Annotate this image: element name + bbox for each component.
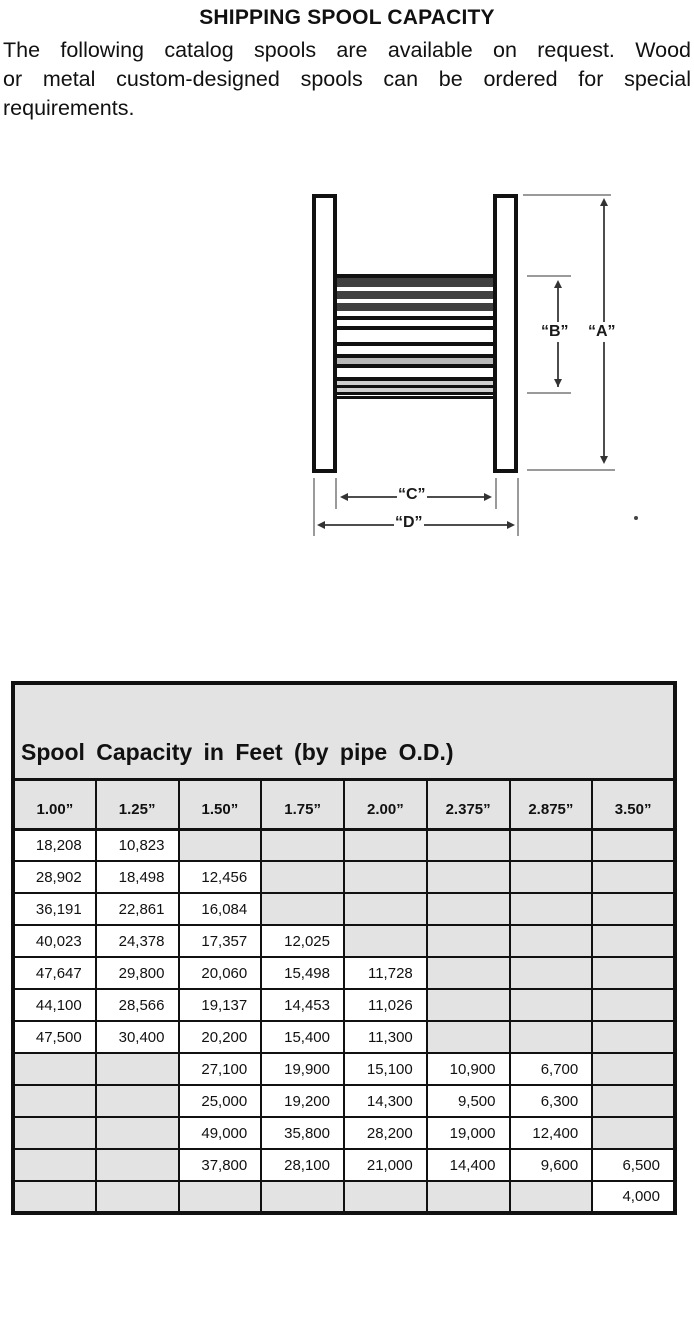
capacity-cell: 28,100 — [261, 1149, 344, 1181]
capacity-cell — [261, 1181, 344, 1213]
capacity-cell — [592, 1021, 675, 1053]
spool-coil — [337, 274, 493, 399]
table-row — [13, 1021, 675, 1053]
capacity-cell — [427, 893, 510, 925]
capacity-cell: 14,300 — [344, 1085, 427, 1117]
capacity-cell: 15,498 — [261, 957, 344, 989]
column-header: 1.75” — [261, 779, 344, 829]
capacity-cell — [427, 1181, 510, 1213]
capacity-cell — [261, 829, 344, 861]
capacity-cell: 17,357 — [179, 925, 262, 957]
capacity-cell — [510, 1021, 593, 1053]
table-title-row — [13, 683, 675, 779]
capacity-cell — [510, 1181, 593, 1213]
stray-dot — [634, 516, 638, 520]
capacity-cell: 19,137 — [179, 989, 262, 1021]
capacity-cell: 6,700 — [510, 1053, 593, 1085]
capacity-cell: 11,300 — [344, 1021, 427, 1053]
table-row — [13, 861, 675, 893]
capacity-cell: 19,900 — [261, 1053, 344, 1085]
capacity-cell: 28,902 — [13, 861, 96, 893]
dim-c-ext-right — [495, 478, 497, 509]
table-title: Spool Capacity in Feet (by pipe O.D.) — [13, 683, 675, 779]
intro-line: requirements. — [3, 96, 135, 120]
capacity-header-row — [13, 779, 675, 829]
capacity-cell — [510, 957, 593, 989]
dim-c-ext-left — [335, 478, 337, 509]
capacity-cell: 25,000 — [179, 1085, 262, 1117]
dim-d-ext-right — [517, 478, 519, 536]
capacity-cell — [13, 1149, 96, 1181]
dim-c-arrow-left-icon — [340, 493, 348, 501]
table-row — [13, 925, 675, 957]
capacity-cell — [592, 861, 675, 893]
capacity-cell: 9,600 — [510, 1149, 593, 1181]
dim-c-label: “C” — [398, 486, 426, 503]
dim-a-label: “A” — [588, 323, 616, 340]
capacity-cell — [592, 1085, 675, 1117]
dim-c-arrow-right-icon — [484, 493, 492, 501]
capacity-cell — [592, 1117, 675, 1149]
dim-a-arrow-up-icon — [600, 198, 608, 206]
page-title: SHIPPING SPOOL CAPACITY — [199, 6, 495, 29]
capacity-cell — [592, 893, 675, 925]
dim-d-ext-left — [313, 478, 315, 536]
column-header: 2.00” — [344, 779, 427, 829]
table-row — [13, 1053, 675, 1085]
capacity-cell — [510, 989, 593, 1021]
capacity-cell — [344, 925, 427, 957]
table-row — [13, 989, 675, 1021]
table-row — [13, 1117, 675, 1149]
table-row — [13, 1181, 675, 1213]
capacity-cell — [13, 1085, 96, 1117]
capacity-cell — [179, 829, 262, 861]
table-row — [13, 829, 675, 861]
capacity-cell: 10,900 — [427, 1053, 510, 1085]
capacity-cell — [510, 925, 593, 957]
capacity-cell — [510, 893, 593, 925]
column-header: 1.50” — [179, 779, 262, 829]
capacity-cell — [427, 829, 510, 861]
capacity-cell: 36,191 — [13, 893, 96, 925]
capacity-cell — [510, 861, 593, 893]
dim-d-arrow-left-icon — [317, 521, 325, 529]
capacity-cell — [13, 1117, 96, 1149]
capacity-cell: 4,000 — [592, 1181, 675, 1213]
capacity-cell: 49,000 — [179, 1117, 262, 1149]
capacity-cell: 11,728 — [344, 957, 427, 989]
capacity-cell — [344, 893, 427, 925]
dim-d-arrow-right-icon — [507, 521, 515, 529]
capacity-cell: 40,023 — [13, 925, 96, 957]
column-header: 1.00” — [13, 779, 96, 829]
capacity-cell — [261, 893, 344, 925]
spool-left-flange — [312, 194, 337, 473]
capacity-cell: 29,800 — [96, 957, 179, 989]
capacity-cell — [179, 1181, 262, 1213]
dim-b-label: “B” — [541, 323, 569, 340]
capacity-cell — [592, 925, 675, 957]
spool-capacity-table — [11, 681, 677, 1215]
column-header: 3.50” — [592, 779, 675, 829]
dim-b-arrow-up-icon — [554, 280, 562, 288]
column-header: 2.375” — [427, 779, 510, 829]
table-row — [13, 957, 675, 989]
capacity-cell — [592, 1053, 675, 1085]
dim-b-ext-top — [527, 275, 571, 277]
capacity-cell: 15,100 — [344, 1053, 427, 1085]
capacity-cell — [592, 989, 675, 1021]
capacity-cell — [261, 861, 344, 893]
spool-diagram — [0, 6, 694, 566]
table-row — [13, 893, 675, 925]
capacity-cell: 30,400 — [96, 1021, 179, 1053]
dim-a-ext-bottom — [527, 469, 615, 471]
capacity-cell: 28,200 — [344, 1117, 427, 1149]
capacity-cell — [96, 1149, 179, 1181]
capacity-cell — [96, 1117, 179, 1149]
capacity-cell: 12,400 — [510, 1117, 593, 1149]
capacity-cell: 19,200 — [261, 1085, 344, 1117]
capacity-table-body — [13, 683, 675, 1213]
capacity-cell: 20,060 — [179, 957, 262, 989]
dim-d-label: “D” — [395, 514, 423, 531]
capacity-cell — [427, 989, 510, 1021]
dim-a-ext-top — [523, 194, 611, 196]
table-row — [13, 1085, 675, 1117]
intro-line: The following catalog spools are available on request. Wood — [3, 38, 691, 62]
intro-line: or metal custom-designed spools can be ordered for special — [3, 67, 691, 91]
capacity-cell: 9,500 — [427, 1085, 510, 1117]
capacity-cell: 18,208 — [13, 829, 96, 861]
spool-right-flange — [493, 194, 518, 473]
capacity-cell — [96, 1085, 179, 1117]
capacity-cell: 47,500 — [13, 1021, 96, 1053]
capacity-cell — [13, 1053, 96, 1085]
capacity-cell: 12,025 — [261, 925, 344, 957]
capacity-cell: 27,100 — [179, 1053, 262, 1085]
capacity-cell — [427, 925, 510, 957]
capacity-cell: 14,400 — [427, 1149, 510, 1181]
capacity-cell: 18,498 — [96, 861, 179, 893]
capacity-cell — [427, 1021, 510, 1053]
table-row — [13, 1149, 675, 1181]
column-header: 2.875” — [510, 779, 593, 829]
capacity-cell — [96, 1053, 179, 1085]
capacity-cell — [427, 861, 510, 893]
capacity-cell: 21,000 — [344, 1149, 427, 1181]
capacity-cell: 6,300 — [510, 1085, 593, 1117]
capacity-cell: 6,500 — [592, 1149, 675, 1181]
capacity-cell: 10,823 — [96, 829, 179, 861]
capacity-cell: 20,200 — [179, 1021, 262, 1053]
capacity-cell — [592, 957, 675, 989]
capacity-cell: 28,566 — [96, 989, 179, 1021]
capacity-cell: 37,800 — [179, 1149, 262, 1181]
capacity-cell — [13, 1181, 96, 1213]
capacity-cell: 47,647 — [13, 957, 96, 989]
capacity-cell: 11,026 — [344, 989, 427, 1021]
capacity-cell: 22,861 — [96, 893, 179, 925]
capacity-cell: 24,378 — [96, 925, 179, 957]
capacity-cell — [344, 1181, 427, 1213]
capacity-cell — [427, 957, 510, 989]
column-header: 1.25” — [96, 779, 179, 829]
capacity-cell: 12,456 — [179, 861, 262, 893]
dim-b-ext-bottom — [527, 392, 571, 394]
capacity-cell: 35,800 — [261, 1117, 344, 1149]
capacity-cell: 19,000 — [427, 1117, 510, 1149]
capacity-cell — [344, 861, 427, 893]
dim-b-arrow-down-icon — [554, 379, 562, 387]
capacity-cell: 44,100 — [13, 989, 96, 1021]
capacity-cell: 15,400 — [261, 1021, 344, 1053]
capacity-cell — [344, 829, 427, 861]
capacity-cell: 14,453 — [261, 989, 344, 1021]
capacity-cell — [592, 829, 675, 861]
capacity-cell — [510, 829, 593, 861]
capacity-cell — [96, 1181, 179, 1213]
capacity-cell: 16,084 — [179, 893, 262, 925]
dim-a-arrow-down-icon — [600, 456, 608, 464]
